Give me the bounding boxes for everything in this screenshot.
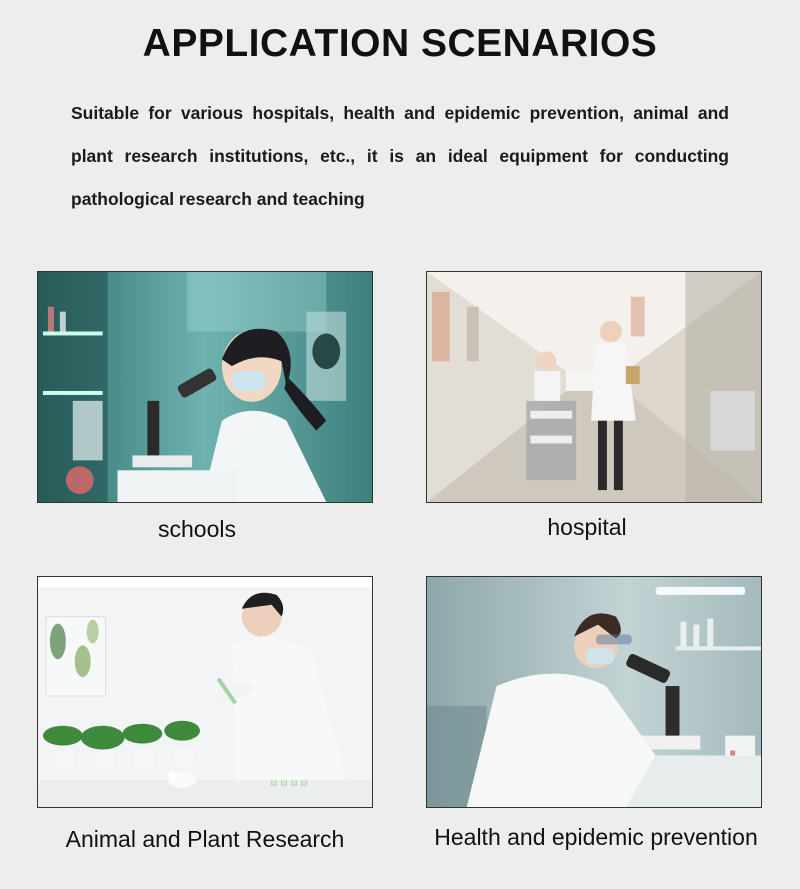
health-epidemic-prevention-caption: Health and epidemic prevention <box>434 824 758 850</box>
schools-photo <box>37 271 373 503</box>
intro-text: Suitable for various hospitals, health and epidemic prevention, animal and plant research institutions, etc., it is an ideal equipment for conducting pathological research and teaching <box>71 103 729 209</box>
hospital-photo <box>426 271 762 503</box>
page-title: APPLICATION SCENARIOS <box>142 22 658 65</box>
hospital-caption: hospital <box>547 514 627 540</box>
animal-plant-research-photo <box>37 576 373 808</box>
schools-caption: schools <box>158 516 236 542</box>
animal-plant-research-caption: Animal and Plant Research <box>65 826 345 852</box>
health-epidemic-prevention-photo <box>426 576 762 808</box>
